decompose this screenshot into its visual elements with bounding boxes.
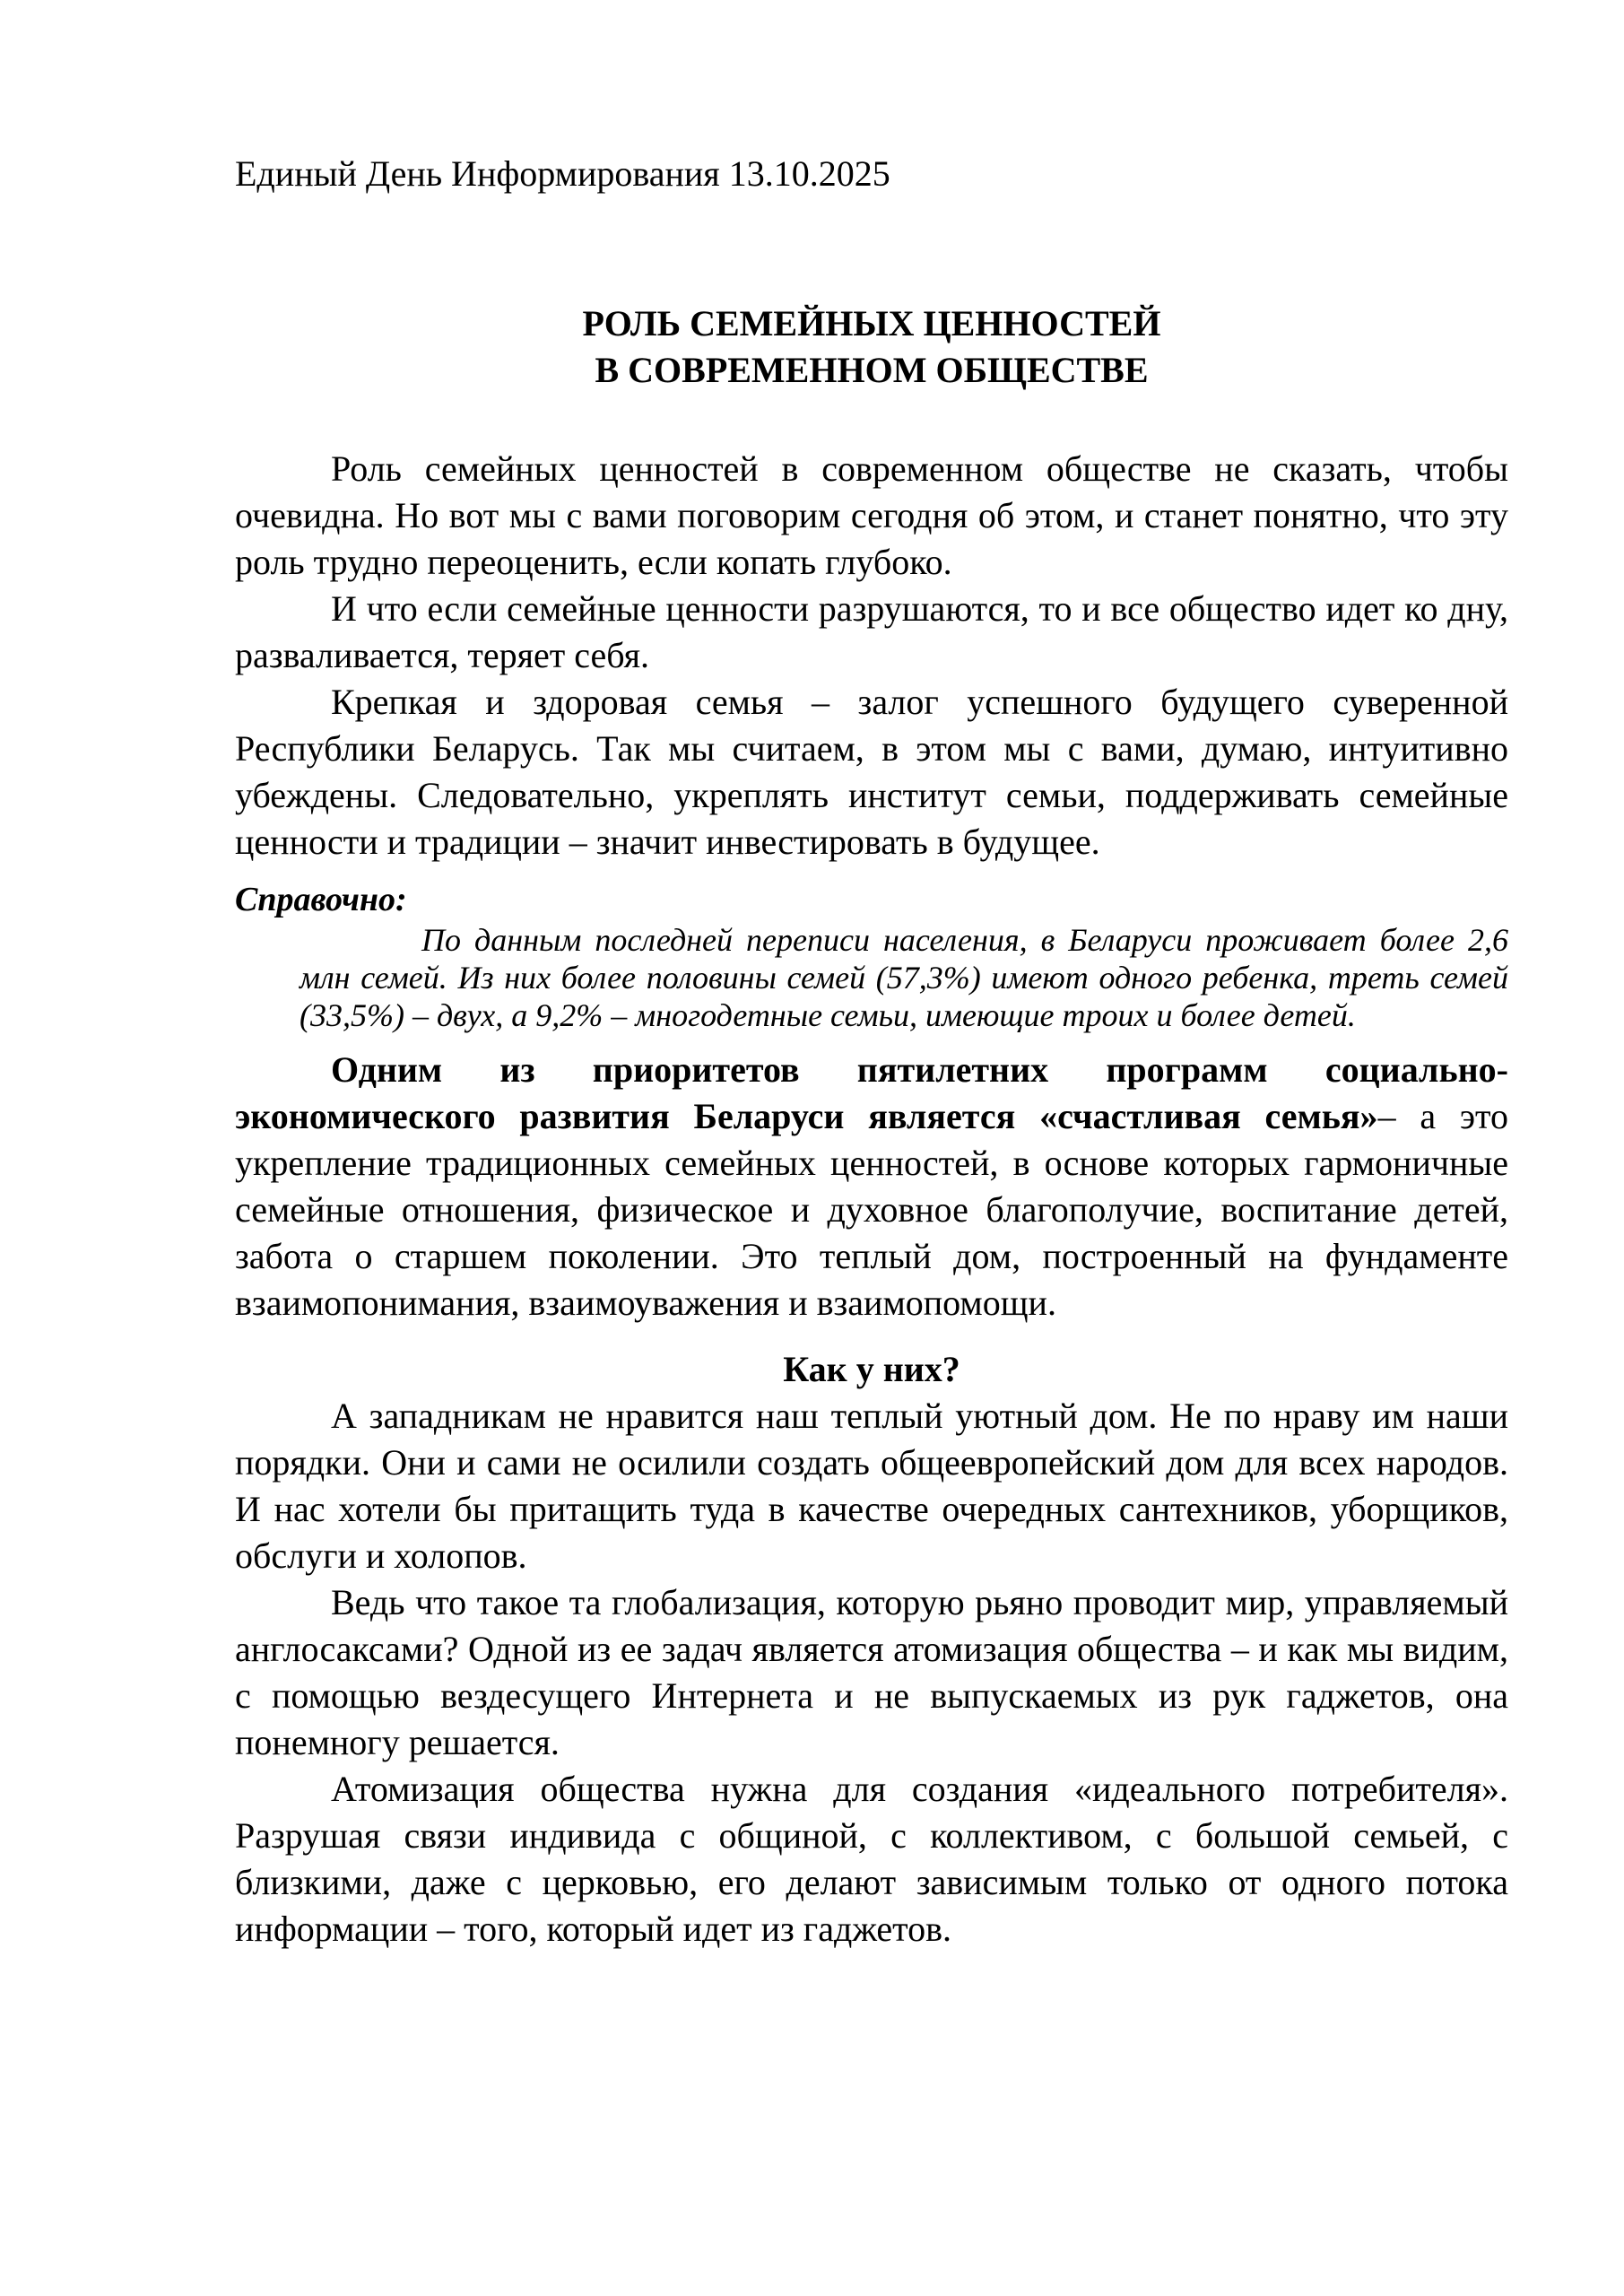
paragraph: И что если семейные ценности разрушаются, то и все общество идет ко дну, разваливается, теряет себя. xyxy=(235,588,1508,675)
document-body xyxy=(235,151,1508,1952)
paragraph: Роль семейных ценностей в современном обществе не сказать, чтобы очевидна. Но вот мы с вами поговорим сегодня об этом, и станет понятно, что эту роль трудно переоценить, если копать глубоко. xyxy=(235,448,1508,582)
priority-paragraph xyxy=(235,1047,1508,1326)
priority-bold-lead: Одним из приоритетов пятилетних программ социально-экономического развития Беларуси является «счастливая семья» xyxy=(235,1049,1508,1136)
document-header: Единый День Информирования 13.10.2025 xyxy=(235,153,890,194)
paragraph: А западникам не нравится наш теплый уютный дом. Не по нраву им наши порядки. Они и сами не осилили создать общеевропейский дом для всех народов. И нас хотели бы притащить туда в качестве очередных сантехников, уборщиков, обслуги и холопов. xyxy=(235,1396,1508,1576)
reference-label: Справочно: xyxy=(235,881,407,918)
title-line-2: В СОВРЕМЕННОМ ОБЩЕСТВЕ xyxy=(595,350,1149,390)
document-title xyxy=(235,300,1508,394)
reference-text: По данным последней переписи населения, в Беларуси проживает более 2,6 млн семей. Из них более половины семей (57,3%) имеют одного ребенка, треть семей (33,5%) – двух, а 9,2% – многодетные семьи, имеющие троих и более детей. xyxy=(300,922,1508,1033)
paragraph: Ведь что такое та глобализация, которую рьяно проводит мир, управляемый англосаксами? Одной из ее задач является атомизация общества – и как мы видим, с помощью вездесущего Интернета и не выпускаемых из рук гаджетов, она понемногу решается. xyxy=(235,1582,1508,1762)
paragraph: Атомизация общества нужна для создания «идеального потребителя». Разрушая связи индивида с общиной, с коллективом, с большой семьей, с близкими, даже с церковью, его делают зависимым только от одного потока информации – того, который идет из гаджетов. xyxy=(235,1769,1508,1949)
priority-rest: – а это укрепление традиционных семейных ценностей, в основе которых гармоничные семейные отношения, физическое и духовное благополучие, воспитание детей, забота о старшем поколении. Это теплый дом, построенный на фундаменте взаимопонимания, взаимоуважения и взаимопомощи. xyxy=(235,1096,1509,1323)
paragraph: Крепкая и здоровая семья – залог успешного будущего суверенной Республики Беларусь. Так мы считаем, в этом мы с вами, думаю, интуитивно убеждены. Следовательно, укреплять институт семьи, поддерживать семейные ценности и традиции – значит инвестировать в будущее. xyxy=(235,682,1508,862)
title-line-1: РОЛЬ СЕМЕЙНЫХ ЦЕННОСТЕЙ xyxy=(582,303,1161,344)
section-heading: Как у них? xyxy=(783,1349,960,1389)
